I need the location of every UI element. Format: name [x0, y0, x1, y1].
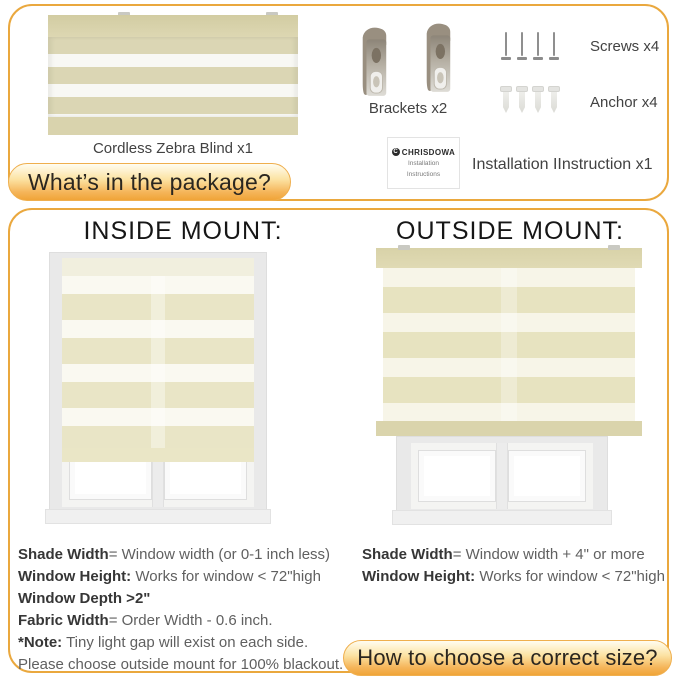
spec-line — [18, 588, 350, 610]
spec-text: = Order Width - 0.6 inch. — [108, 612, 273, 629]
blind-header-rail — [62, 258, 254, 276]
spec-term: Shade Width — [18, 546, 109, 563]
spec-term: Window Height: — [18, 568, 132, 585]
whats-in-the-package-pill — [8, 163, 291, 201]
booklet-line: Instructions — [406, 170, 441, 178]
screw-icon — [548, 32, 560, 60]
blind-fabric-stripes — [383, 268, 635, 421]
blind-fabric-stripes — [62, 276, 254, 448]
brand-name: CHRISDOWA — [401, 147, 456, 157]
anchor-icon — [532, 87, 544, 114]
mount-tab — [398, 245, 410, 250]
outside-mount-heading: OUTSIDE MOUNT: — [396, 217, 624, 245]
spec-line — [18, 544, 350, 566]
spec-text: = Window width + 4" or more — [452, 546, 645, 563]
spec-line — [18, 566, 350, 588]
spec-line — [18, 654, 350, 676]
screw-icon — [516, 32, 528, 60]
blind-header-rail — [376, 248, 642, 268]
spec-term: Window Height: — [362, 568, 476, 585]
spec-text: Works for window < 72"high — [131, 568, 321, 585]
instruction-caption: Installation IInstruction x1 — [472, 156, 653, 173]
window-mullion — [496, 443, 508, 509]
screws-caption: Screws x4 — [590, 38, 660, 55]
outside-mount-specs — [362, 544, 667, 588]
booklet-line: Installation — [407, 159, 440, 167]
screw-icon — [500, 32, 512, 60]
inside-mount-window — [49, 252, 267, 523]
instruction-booklet — [387, 137, 460, 189]
mount-tab — [608, 245, 620, 250]
anchor-caption: Anchor x4 — [590, 94, 658, 111]
spec-text: = Window width (or 0-1 inch less) — [108, 546, 331, 563]
screws-group — [500, 32, 562, 60]
spec-line — [18, 632, 350, 654]
window-pane — [418, 450, 496, 502]
spec-term: Fabric Width — [18, 612, 109, 629]
inside-mount-specs — [18, 544, 350, 676]
spec-text: Tiny light gap will exist on each side. — [62, 634, 309, 651]
how-to-choose-size-pill — [343, 640, 672, 676]
blind-header-rail — [48, 15, 298, 37]
anchors-group — [500, 87, 562, 114]
window-opening — [411, 443, 593, 509]
window-pane — [508, 450, 586, 502]
zebra-blind-image — [48, 15, 298, 135]
spec-line — [362, 566, 667, 588]
blind-bottom-rail — [376, 421, 642, 436]
anchor-icon — [500, 87, 512, 114]
anchor-icon — [516, 87, 528, 114]
anchor-icon — [548, 87, 560, 114]
outside-mount-window — [396, 436, 608, 524]
brand-row — [392, 148, 455, 157]
spec-term: Shade Width — [362, 546, 453, 563]
blind-bottom-rail — [48, 117, 298, 135]
spec-term: Window Depth >2" — [18, 590, 151, 607]
spec-line — [362, 544, 667, 566]
spec-line — [18, 610, 350, 632]
inside-mount-heading: INSIDE MOUNT: — [83, 217, 283, 245]
window-sill — [45, 509, 271, 524]
brackets-caption: Brackets x2 — [368, 100, 448, 117]
pill-label: What’s in the package? — [27, 168, 272, 195]
inside-mount-blind — [62, 258, 254, 462]
spec-text: Please choose outside mount for 100% blackout. — [18, 656, 344, 673]
blind-fabric-stripes — [48, 37, 298, 117]
screw-icon — [532, 32, 544, 60]
blind-caption: Cordless Zebra Blind x1 — [92, 140, 254, 157]
bracket-icon — [358, 26, 390, 98]
pill-label: How to choose a correct size? — [357, 645, 658, 670]
blind-bottom-rail — [62, 448, 254, 462]
brand-logo-icon: C — [393, 149, 399, 155]
bracket-icon — [422, 22, 454, 94]
spec-term: *Note: — [18, 634, 63, 651]
window-sill — [392, 510, 612, 525]
spec-text: Works for window < 72"high — [475, 568, 665, 585]
